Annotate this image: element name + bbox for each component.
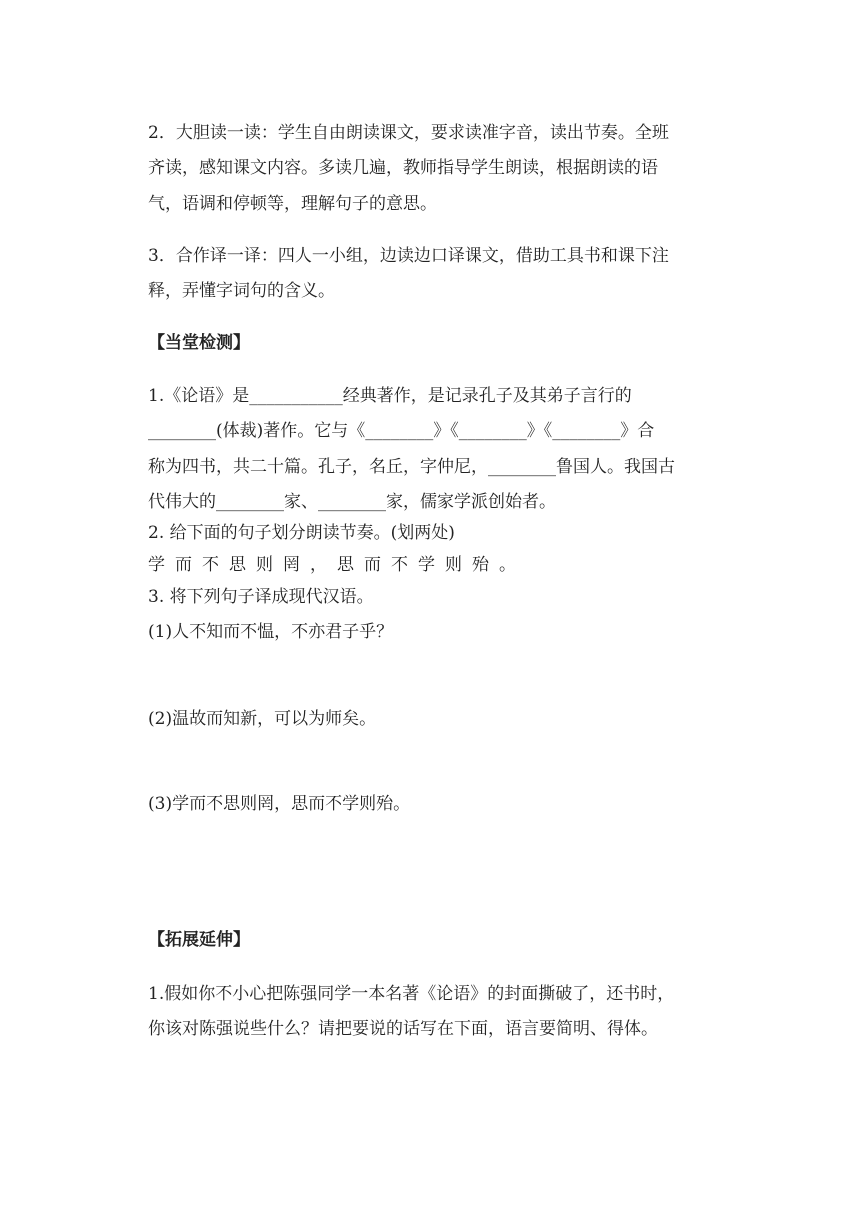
activity-3-line-1: 3．合作译一译：四人一小组，边读边口译课文，借助工具书和课下注: [148, 246, 669, 266]
activity-2-line-1: 2．大胆读一读：学生自由朗读课文，要求读准字音，读出节奏。全班: [148, 123, 669, 143]
activity-2-line-2: 齐读，感知课文内容。多读几遍，教师指导学生朗读，根据朗读的语: [148, 158, 658, 178]
check-q1-line-1: 1.《论语》是___________经典著作，是记录孔子及其弟子言行的: [148, 386, 632, 406]
check-q1-line-4: 代伟大的________家、________家，儒家学派创始者。: [148, 492, 556, 512]
check-q3: 3. 将下列句子译成现代汉语。: [148, 587, 374, 607]
section-heading-check: 【当堂检测】: [148, 333, 250, 353]
activity-2-line-3: 气，语调和停顿等，理解句子的意思。: [148, 194, 437, 214]
check-q1-line-2: ________(体裁)著作。它与《________》《________》《________》合: [148, 421, 655, 441]
activity-3-line-2: 释，弄懂字词句的含义。: [148, 281, 335, 301]
check-q2: 2. 给下面的句子划分朗读节奏。(划两处): [148, 523, 455, 543]
check-q2-sentence: 学而不思则罔，思而不学则殆。: [148, 555, 526, 575]
check-q3-item-3: (3)学而不思则罔，思而不学则殆。: [148, 794, 411, 814]
check-q3-item-2: (2)温故而知新，可以为师矣。: [148, 709, 377, 729]
check-q3-item-1: (1)人不知而不愠，不亦君子乎？: [148, 622, 394, 642]
section-heading-extend: 【拓展延伸】: [148, 930, 250, 950]
extend-q1-line-2: 你该对陈强说些什么？请把要说的话写在下面，语言要简明、得体。: [148, 1019, 658, 1039]
check-q1-line-3: 称为四书，共二十篇。孔子，名丘，字仲尼，________鲁国人。我国古: [148, 457, 675, 477]
extend-q1-line-1: 1.假如你不小心把陈强同学一本名著《论语》的封面撕破了，还书时，: [148, 984, 675, 1004]
